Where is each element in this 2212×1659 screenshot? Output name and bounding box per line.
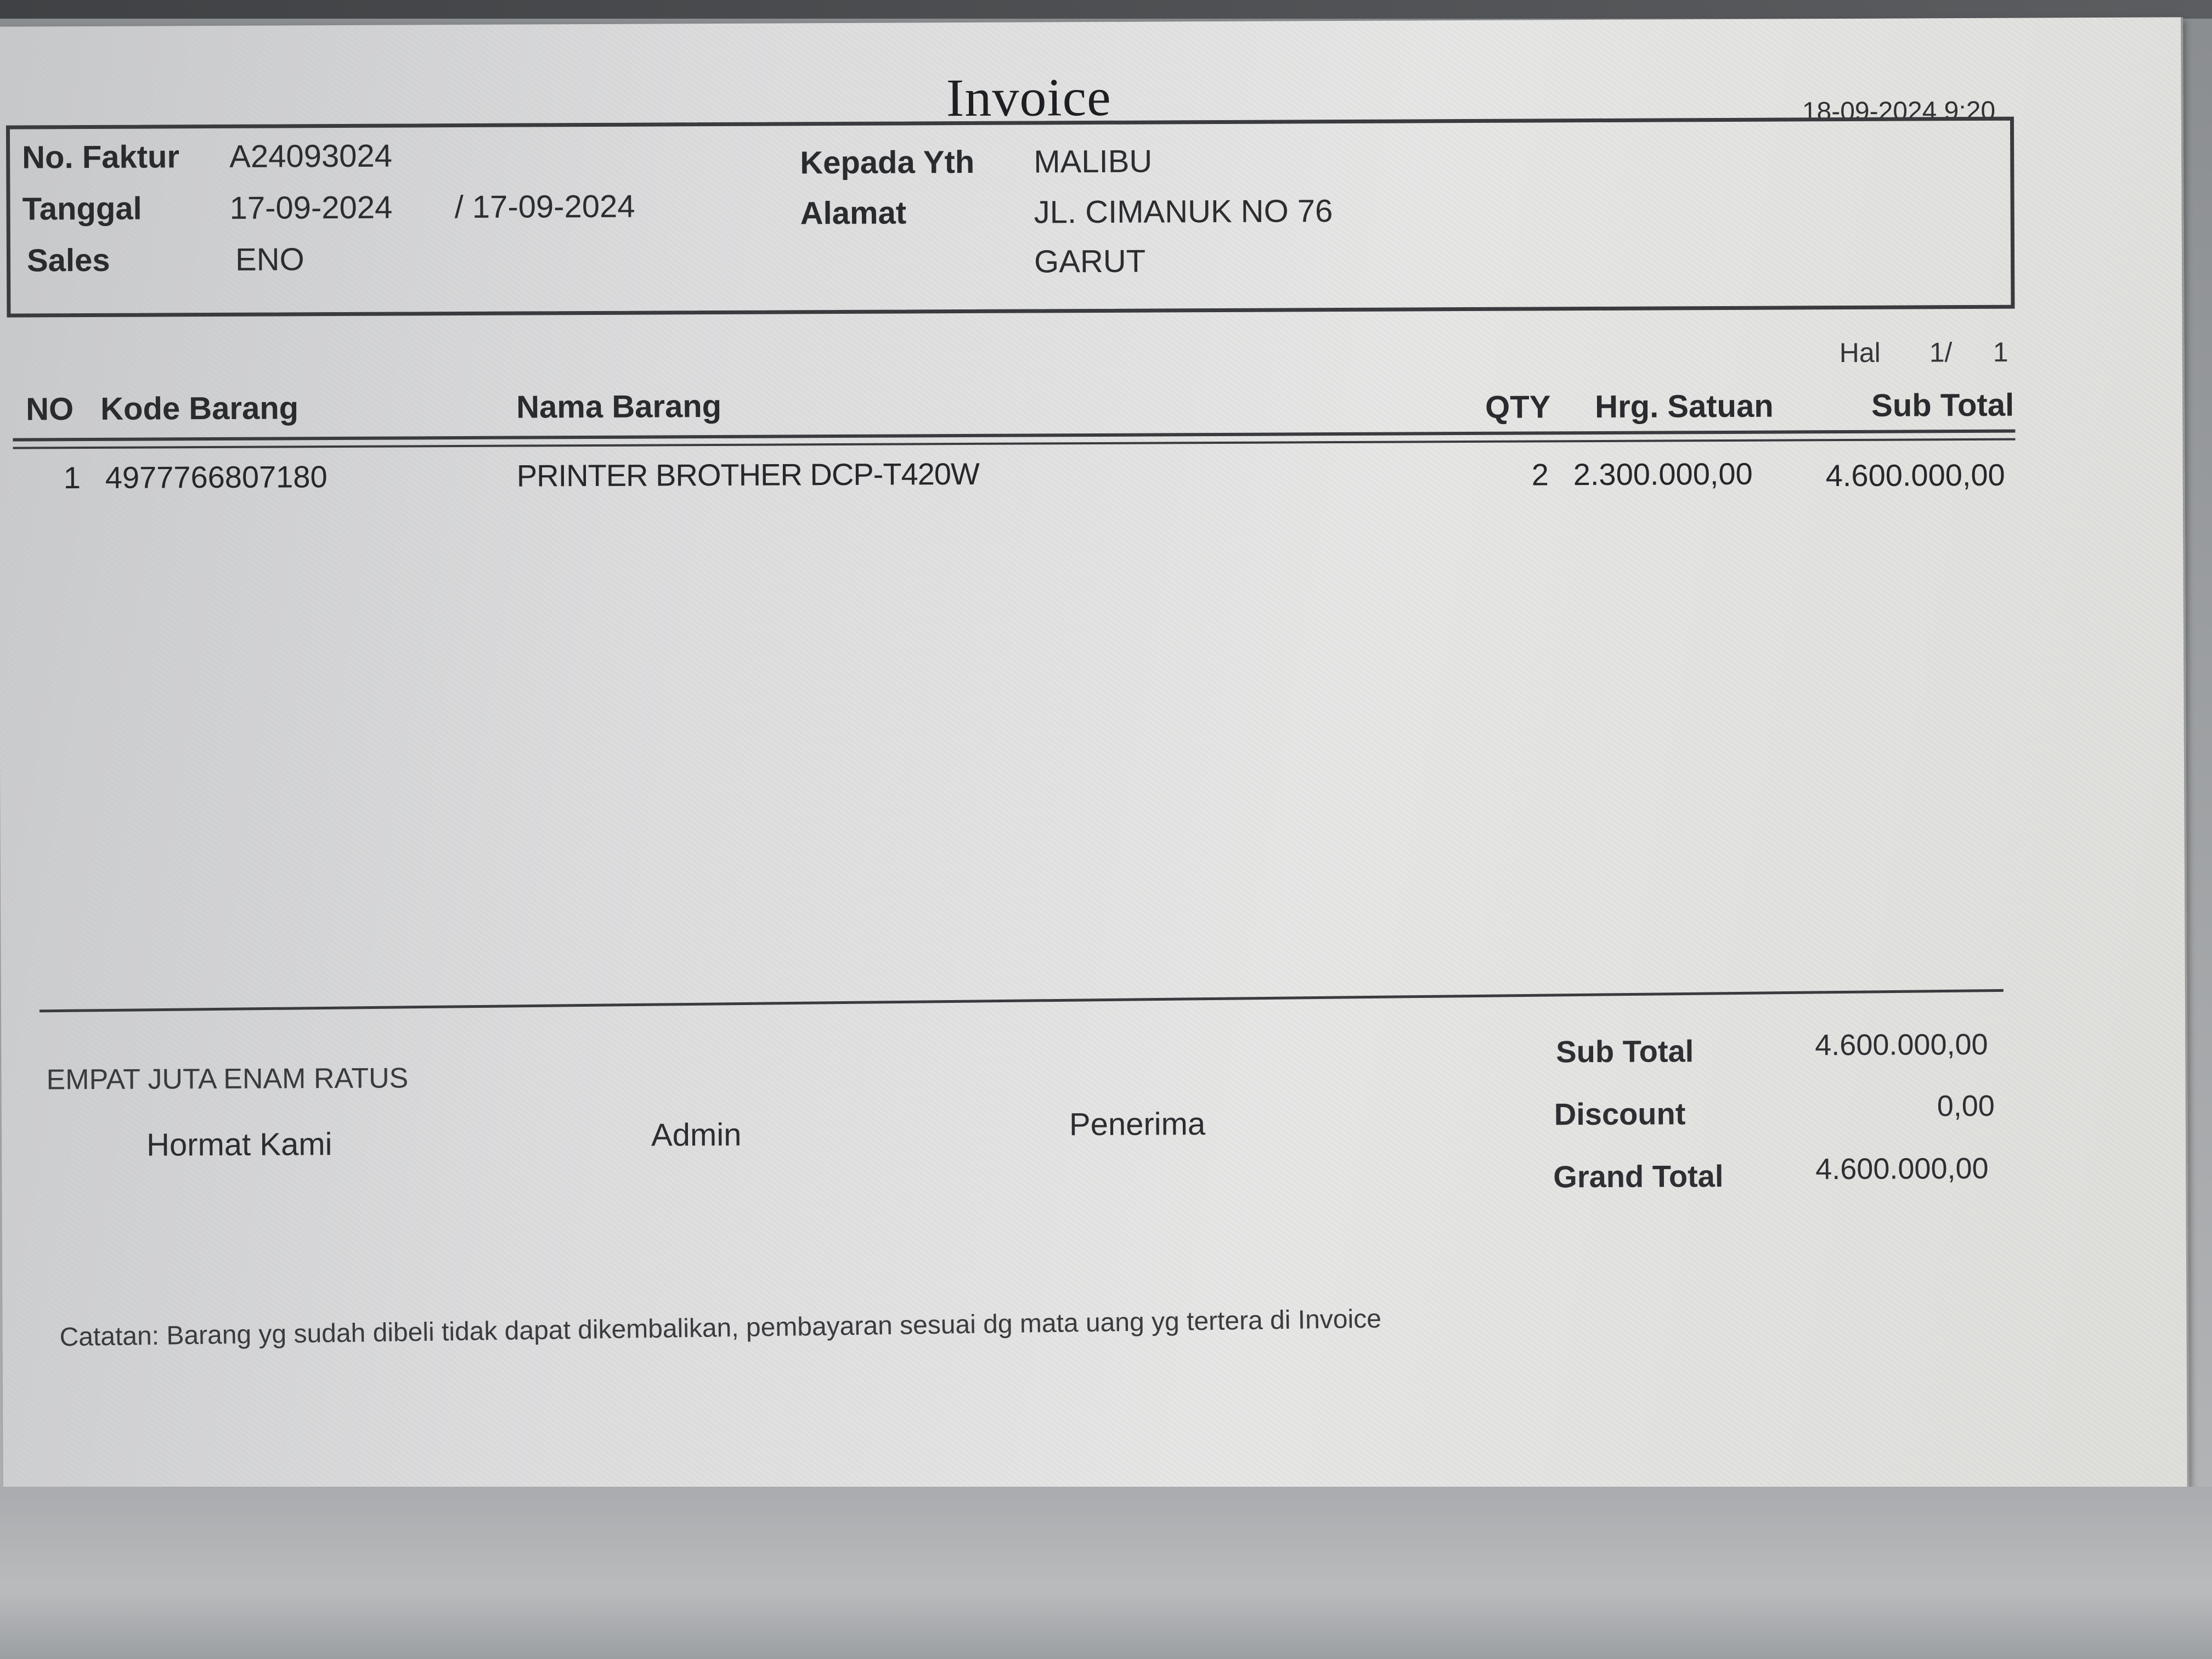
printed-datetime: 18-09-2024 9:20 <box>1802 96 1996 127</box>
page-label: Hal <box>1839 337 1881 369</box>
page-current: 1/ <box>1929 337 1953 368</box>
monitor-bezel-top <box>0 0 2212 19</box>
tanggal-label: Tanggal <box>22 190 142 227</box>
discount-label: Discount <box>1554 1096 1686 1132</box>
invoice-sheet <box>0 17 2190 1497</box>
subtotal-value: 4.600.000,00 <box>1815 1028 1988 1062</box>
col-harga-satuan: Hrg. Satuan <box>1595 388 1774 425</box>
alamat-line-1: JL. CIMANUK NO 76 <box>1034 193 1333 230</box>
row-qty: 2 <box>1531 457 1549 492</box>
no-faktur-label: No. Faktur <box>22 139 180 176</box>
row-sub-total: 4.600.000,00 <box>1825 457 2005 493</box>
footer-rule <box>40 989 2004 1012</box>
signature-admin: Admin <box>651 1116 742 1153</box>
invoice-header-box <box>6 117 2015 318</box>
monitor-bezel-bottom <box>0 1487 2212 1659</box>
amount-in-words: EMPAT JUTA ENAM RATUS <box>46 1062 409 1096</box>
grand-total-label: Grand Total <box>1553 1158 1724 1194</box>
col-kode-barang: Kode Barang <box>100 390 299 427</box>
sales-value: ENO <box>235 241 304 278</box>
alamat-label: Alamat <box>800 195 907 232</box>
subtotal-label: Sub Total <box>1556 1034 1694 1069</box>
kepada-label: Kepada Yth <box>800 144 975 181</box>
alamat-line-2: GARUT <box>1034 243 1146 280</box>
col-sub-total: Sub Total <box>1871 387 2015 424</box>
no-faktur-value: A24093024 <box>229 138 393 174</box>
row-no: 1 <box>63 460 81 495</box>
signature-penerima: Penerima <box>1069 1106 1206 1143</box>
tanggal-value-2: / 17-09-2024 <box>454 188 635 225</box>
grand-total-value: 4.600.000,00 <box>1815 1152 1989 1186</box>
row-harga-satuan: 2.300.000,00 <box>1573 456 1753 492</box>
kepada-value: MALIBU <box>1034 143 1153 180</box>
col-nama-barang: Nama Barang <box>516 388 722 425</box>
discount-value: 0,00 <box>1937 1089 1995 1123</box>
invoice-title: Invoice <box>946 67 1111 128</box>
tanggal-value: 17-09-2024 <box>229 189 393 226</box>
col-qty: QTY <box>1485 389 1551 425</box>
sales-label: Sales <box>26 242 110 279</box>
invoice-note: Catatan: Barang yg sudah dibeli tidak dapat dikembalikan, pembayaran sesuai dg mata uang yg tertera di Invoice <box>59 1304 1382 1352</box>
col-no: NO <box>26 391 74 427</box>
row-nama-barang: PRINTER BROTHER DCP-T420W <box>516 456 979 493</box>
signature-hormat-kami: Hormat Kami <box>146 1126 332 1163</box>
page-total: 1 <box>1993 336 2008 368</box>
row-kode-barang: 4977766807180 <box>105 459 328 495</box>
